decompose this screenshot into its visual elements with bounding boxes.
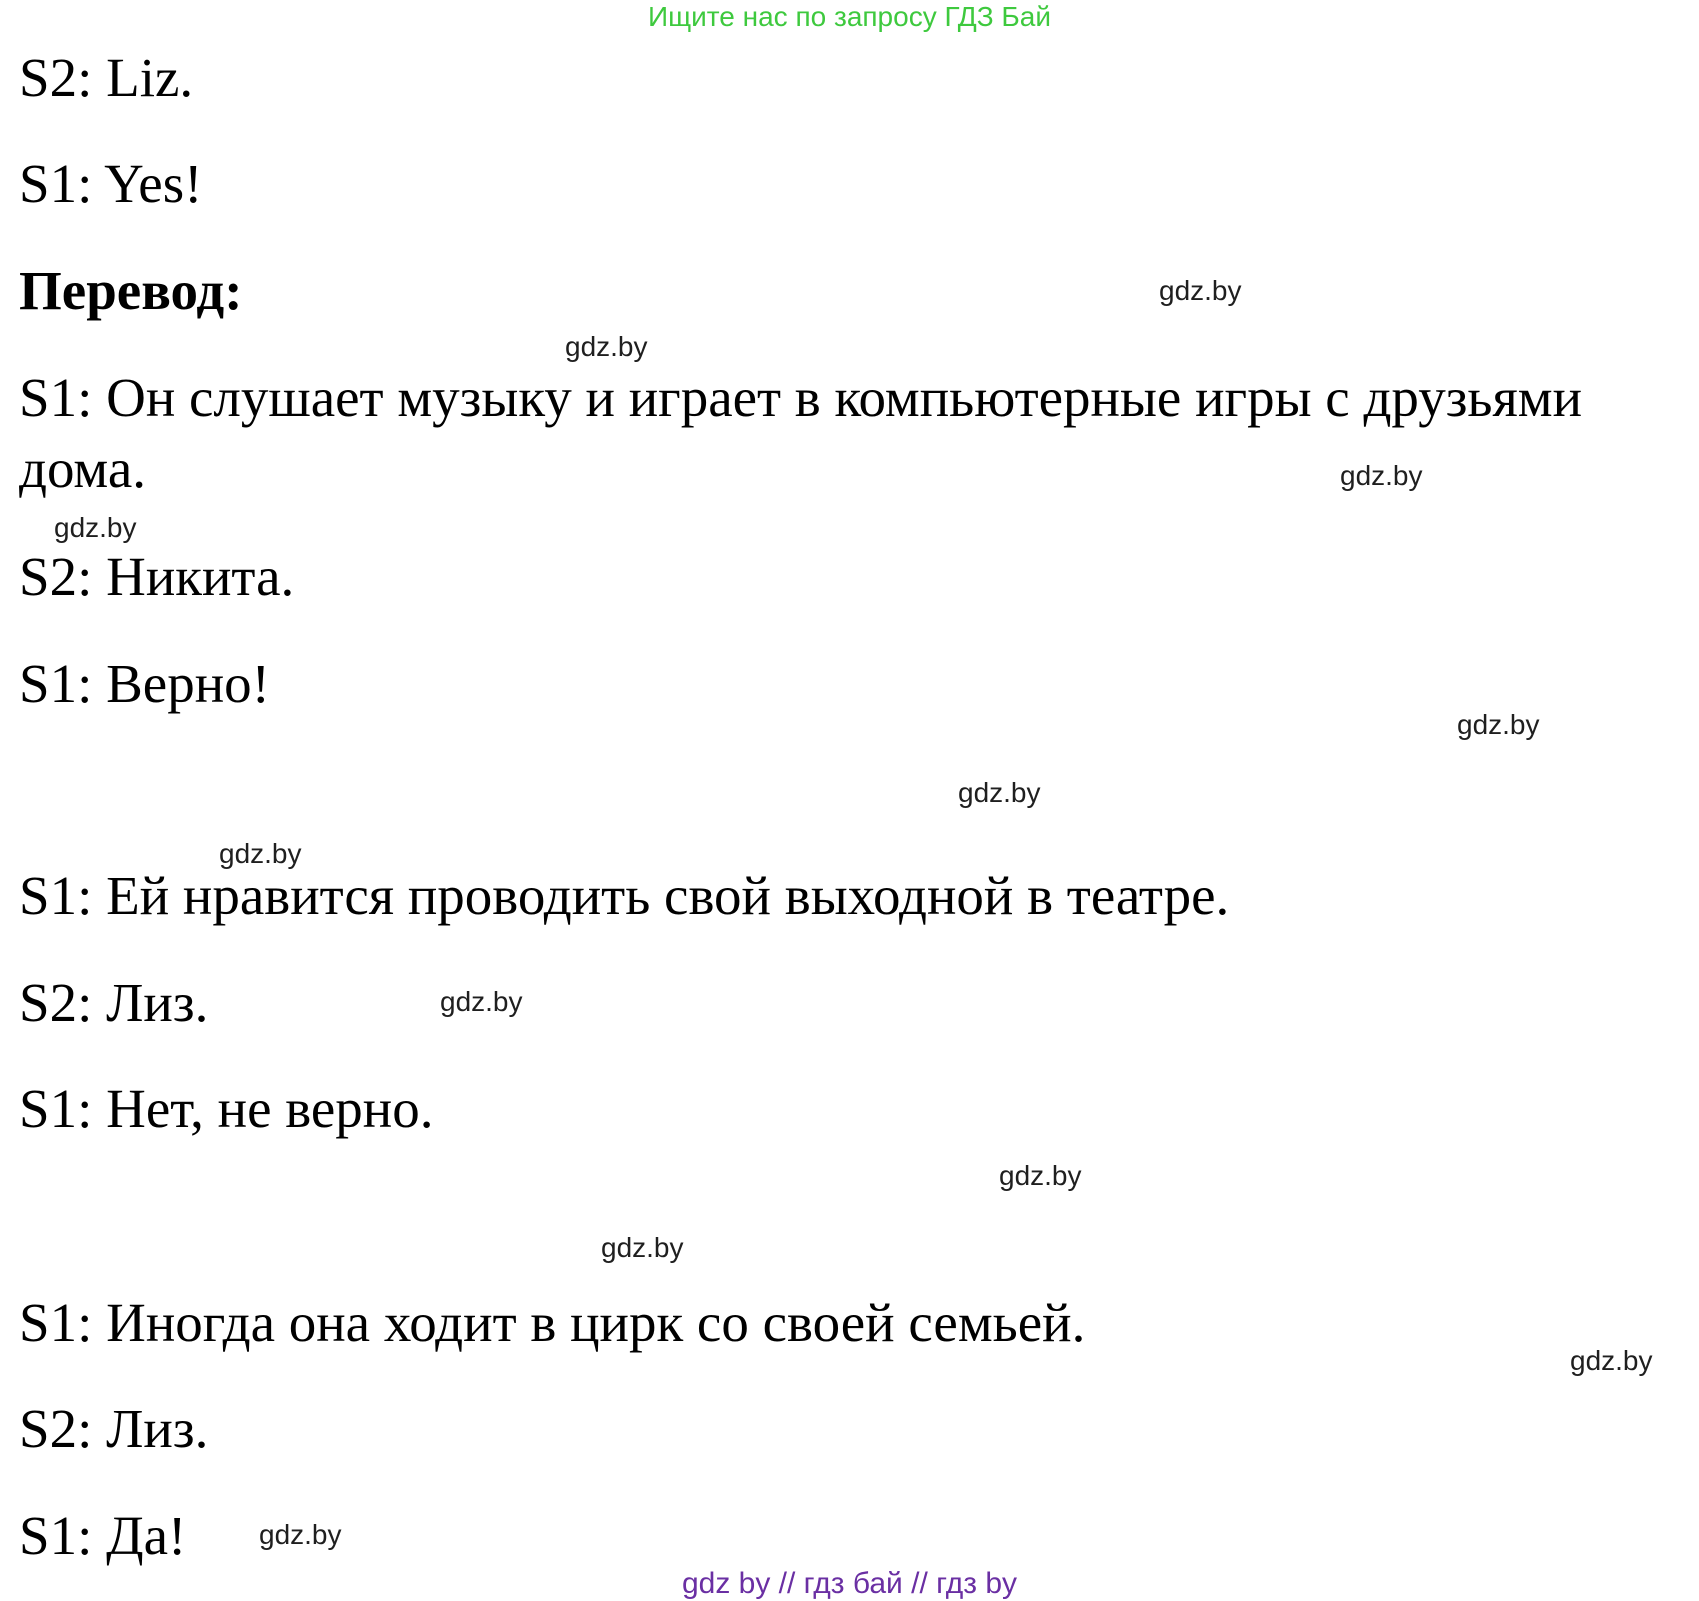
- watermark: gdz.by: [958, 777, 1041, 808]
- translation-line-7: S1: Нет, не верно.: [19, 1078, 434, 1139]
- watermark: gdz.by: [219, 838, 302, 869]
- watermark: gdz.by: [1340, 460, 1423, 491]
- watermark: gdz.by: [1159, 275, 1242, 306]
- footer-links-text: gdz by // гдз бай // гдз by: [681, 1567, 1018, 1600]
- dialogue-line-en-1: S2: Liz.: [19, 47, 194, 108]
- translation-line-3: S2: Никита.: [19, 546, 295, 607]
- translation-line-1: S1: Он слушает музыку и играет в компьютерные игры с друзьями: [19, 367, 1583, 428]
- dialogue-line-en-2: S1: Yes!: [19, 153, 203, 214]
- translation-line-4: S1: Верно!: [19, 653, 270, 714]
- translation-heading: Перевод:: [19, 260, 243, 321]
- watermark: gdz.by: [440, 986, 523, 1017]
- translation-line-2: дома.: [19, 438, 147, 499]
- watermark: gdz.by: [259, 1519, 342, 1550]
- watermark: gdz.by: [565, 331, 648, 362]
- search-hint-banner: Ищите нас по запросу ГДЗ Бай: [647, 1, 1052, 32]
- translation-line-8: S1: Иногда она ходит в цирк со своей семьей.: [19, 1292, 1086, 1353]
- watermark: gdz.by: [601, 1232, 684, 1263]
- translation-line-9: S2: Лиз.: [19, 1398, 209, 1459]
- watermark: gdz.by: [1570, 1345, 1653, 1376]
- translation-line-6: S2: Лиз.: [19, 972, 209, 1033]
- watermark: gdz.by: [999, 1160, 1082, 1191]
- watermark: gdz.by: [1457, 709, 1540, 740]
- translation-line-5: S1: Ей нравится проводить свой выходной в театре.: [19, 865, 1230, 926]
- translation-line-10: S1: Да!: [19, 1505, 187, 1566]
- watermark: gdz.by: [54, 512, 137, 543]
